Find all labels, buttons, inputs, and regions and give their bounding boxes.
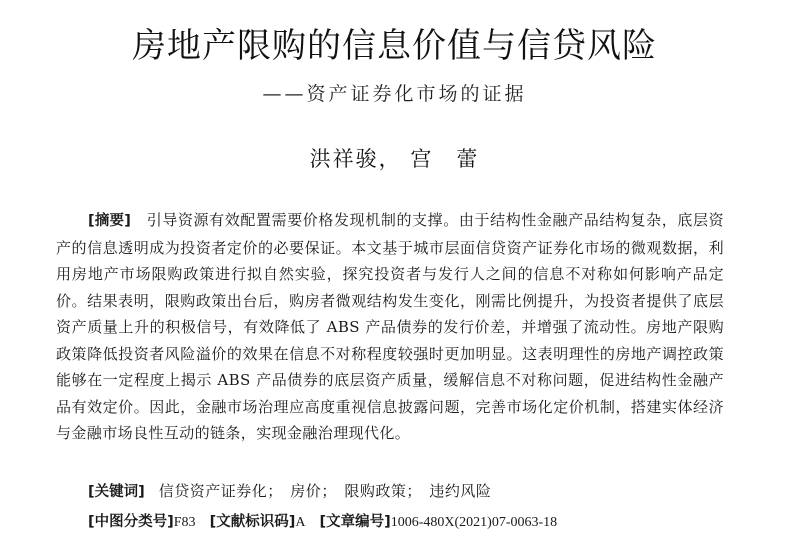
keyword-separator: ； (321, 482, 337, 500)
keyword-item: 违约风险 (429, 482, 492, 500)
keywords-line (88, 479, 491, 504)
keyword-separator: ； (406, 482, 422, 500)
classification-line (88, 509, 557, 535)
doc-code-tag: [文献标识码] (209, 514, 296, 530)
keyword-separator: ； (267, 482, 283, 500)
paper-authors: 洪祥骏， 宫 蕾 (309, 147, 480, 171)
article-no-tag: [文章编号] (319, 514, 391, 530)
keyword-item: 房价 (290, 482, 322, 500)
doc-code-value: A (295, 515, 306, 530)
keyword-item: 限购政策 (344, 482, 407, 500)
abstract-tag: [摘要] (88, 213, 131, 229)
clc-tag: [中图分类号] (88, 514, 174, 530)
abstract-paragraph (56, 207, 724, 447)
keyword-item: 信贷资产证券化 (158, 482, 268, 500)
paper-title: 房地产限购的信息价值与信贷风险 (132, 26, 657, 66)
clc-value: F83 (173, 515, 196, 530)
keywords-tag: [关键词] (88, 484, 145, 500)
article-no-value: 1006-480X(2021)07-0063-18 (390, 515, 558, 530)
paper-subtitle: ——资产证券化市场的证据 (262, 83, 527, 105)
abstract-text: 引导资源有效配置需要价格发现机制的支撑。由于结构性金融产品结构复杂，底层资产的信息透明成为投资者定价的必要保证。本文基于城市层面信贷资产证券化市场的微观数据，利用房地产市场限购政策进行拟自然实验，探究投资者与发行人之间的信息不对称如何影响产品定价。结果表明，限购政策出台后，购房者微观结构发生变化，刚需比例提升，为投资者提供了底层资产质量上升的积极信号，有效降低了 ABS 产品债券的发行价差，并增强了流动性。房地产限购政策降低投资者风险溢价的效果在信息不对称程度较强时更加明显。这表明理性的房地产调控政策能够在一定程度上揭示 ABS 产品债券的底层资产质量，缓解信息不对称问题，促进结构性金融产品有效定价。因此，金融市场治理应高度重视信息披露问题，完善市场化定价机制，搭建实体经济与金融市场良性互动的链条，实现金融治理现代化。 (56, 211, 724, 442)
